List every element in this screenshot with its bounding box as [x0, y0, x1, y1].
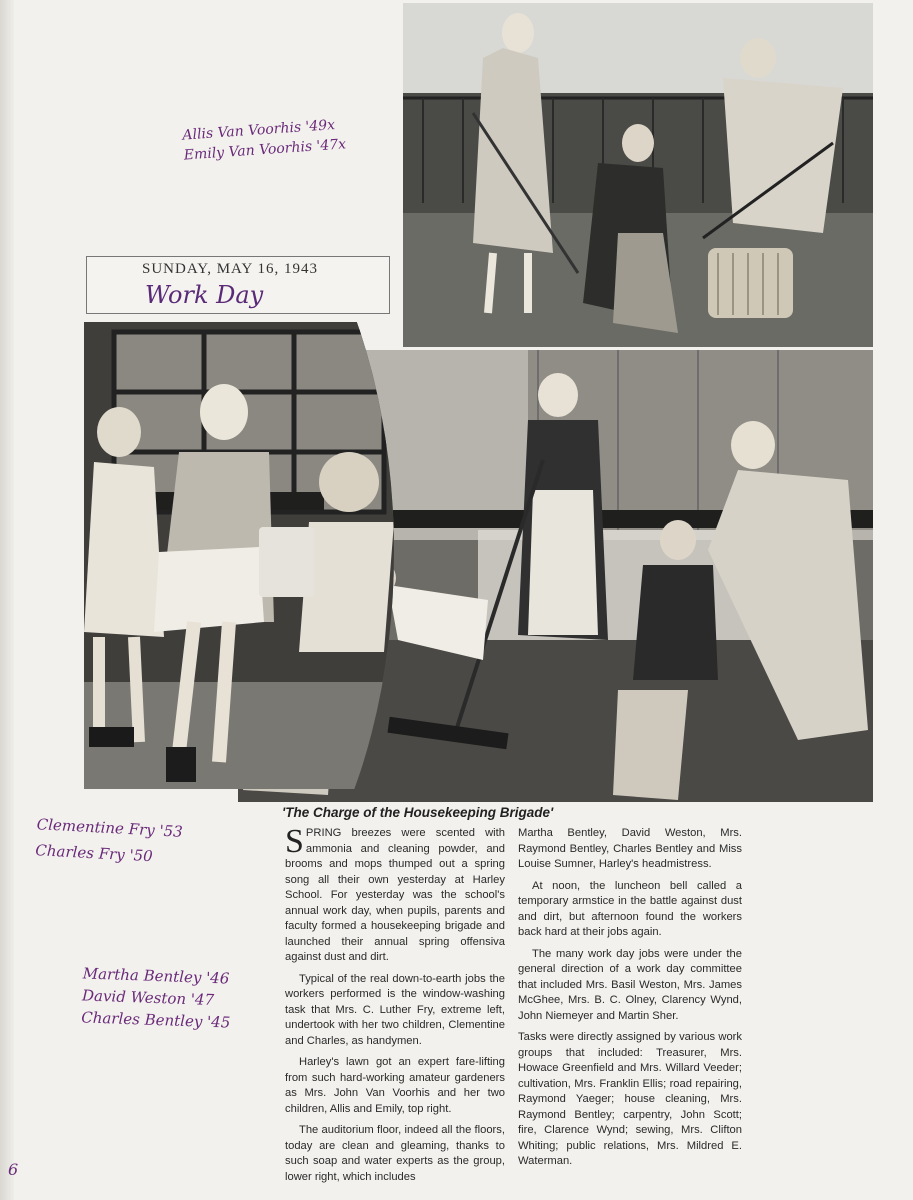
- article-paragraph: [285, 823, 505, 966]
- article-paragraph: Harley's lawn got an expert fare-lifting from such hard-working amateur gardeners as Mrs. John Van Voorhis and her two children, Allis and Emily, top right.: [285, 1056, 505, 1115]
- article-paragraph: The auditorium floor, indeed all the floors, today are clean and gleaming, thanks to such soap and water experts as the group, lower right, which includes: [285, 1124, 505, 1183]
- note-line: Martha Bentley '46: [82, 964, 230, 988]
- paragraph-text: PRING breezes were scented with ammonia and cleaning powder, and brooms and mops thumped out a spring song all their own yesterday at Harley School. For yesterday was the school's annual work day, when pupils, parents and faculty formed a housekeeping brigade and launched their annual spring offensiva against dust and dirt.: [285, 827, 505, 963]
- photo-window-washing: [84, 322, 406, 789]
- article-paragraph: At noon, the luncheon bell called a temporary armstice in the battle against dust and dirt, but afternoon found the workers back hard at their jobs again.: [518, 879, 742, 938]
- article-column-2: [518, 826, 742, 1176]
- note-line: Emily Van Voorhis '47x: [183, 136, 347, 164]
- note-line: Clementine Fry '53: [36, 815, 184, 841]
- article-paragraph: Typical of the real down-to-earth jobs the workers performed is the window-washing task that Mrs. C. Luther Fry, extreme left, undertook with her two children, Clementine and Charles, as handymen.: [285, 972, 505, 1047]
- article-paragraph: Martha Bentley, David Weston, Mrs. Raymond Bentley, Charles Bentley and Miss Louise Sumner, Harley's headmistress.: [518, 827, 742, 870]
- photo-gardening: [403, 3, 873, 347]
- note-line: Charles Fry '50: [34, 841, 154, 866]
- note-lower: [81, 962, 232, 1033]
- drop-cap: S: [285, 823, 304, 860]
- note-line: Charles Bentley '45: [80, 1008, 231, 1032]
- page-edge: [0, 0, 14, 1200]
- article-column-1: [285, 823, 505, 1191]
- note-line: David Weston '47: [81, 986, 215, 1010]
- clipping-date: SUNDAY, MAY 16, 1943: [142, 261, 319, 277]
- date-clipping: [86, 256, 390, 314]
- note-line: Allis Van Voorhis '49x: [181, 117, 336, 144]
- article-caption: 'The Charge of the Housekeeping Brigade': [282, 805, 554, 820]
- note-middle: [35, 814, 183, 868]
- note-top: [182, 114, 347, 165]
- article-paragraph: Tasks were directly assigned by various work groups that included: Treasurer, Mrs. Howace Greenfield and Mrs. Willard Veeder; cultivation, Mrs. Franklin Ellis; road repairing, Raymond Yaeger; house cleaning, Mrs. Raymond Bentley; carpentry, John Scott; fire, Clarence Wynd; sewing, Mrs. Clifton Whiting; public relations, Mrs. Mildred E. Waterman.: [518, 1031, 742, 1167]
- article-paragraph: The many work day jobs were under the general direction of a work day committee that included Mrs. Basil Weston, Mrs. James McGhee, Mrs. B. C. Olney, Clarency Wynd, John Niemeyer and Martin Sher.: [518, 947, 742, 1022]
- page-number: 6: [8, 1160, 19, 1179]
- clipping-title: Work Day: [145, 281, 264, 309]
